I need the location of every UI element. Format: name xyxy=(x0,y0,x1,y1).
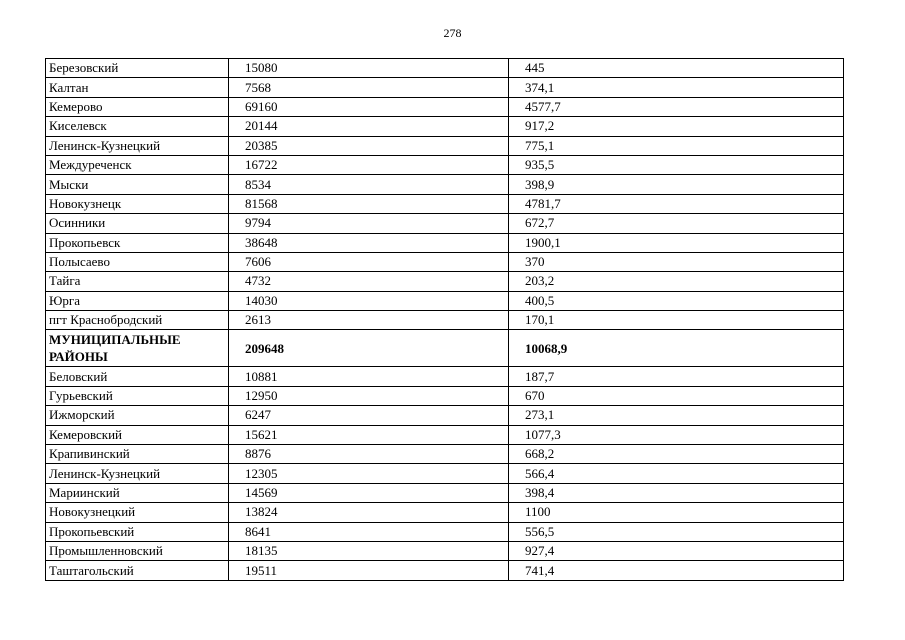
cell-value-1: 15080 xyxy=(229,59,509,78)
cell-value-2: 203,2 xyxy=(509,272,844,291)
cell-value-1: 8876 xyxy=(229,445,509,464)
cell-value-2: 4577,7 xyxy=(509,97,844,116)
cell-name: Осинники xyxy=(46,214,229,233)
cell-value-2: 187,7 xyxy=(509,367,844,386)
cell-value-2: 935,5 xyxy=(509,155,844,174)
cell-value-2: 775,1 xyxy=(509,136,844,155)
table-row xyxy=(46,445,844,464)
table-row xyxy=(46,311,844,330)
cell-value-1: 14569 xyxy=(229,483,509,502)
table-row xyxy=(46,214,844,233)
table-row xyxy=(46,541,844,560)
table-row xyxy=(46,272,844,291)
cell-name: Кемеровский xyxy=(46,425,229,444)
table-row xyxy=(46,136,844,155)
cell-name: Мариинский xyxy=(46,483,229,502)
cell-value-1: 209648 xyxy=(229,330,509,367)
cell-value-2: 917,2 xyxy=(509,117,844,136)
cell-name: Промышленновский xyxy=(46,541,229,560)
cell-value-1: 7606 xyxy=(229,252,509,271)
cell-value-2: 374,1 xyxy=(509,78,844,97)
cell-value-2: 670 xyxy=(509,386,844,405)
cell-value-1: 13824 xyxy=(229,503,509,522)
table-row xyxy=(46,291,844,310)
cell-value-1: 10881 xyxy=(229,367,509,386)
table-row xyxy=(46,483,844,502)
cell-name: Юрга xyxy=(46,291,229,310)
cell-value-2: 398,4 xyxy=(509,483,844,502)
cell-name: Гурьевский xyxy=(46,386,229,405)
cell-value-2: 1900,1 xyxy=(509,233,844,252)
cell-name: Новокузнецк xyxy=(46,194,229,213)
table-row xyxy=(46,97,844,116)
table-body xyxy=(46,59,844,581)
table-row xyxy=(46,522,844,541)
cell-name: Крапивинский xyxy=(46,445,229,464)
cell-name: Калтан xyxy=(46,78,229,97)
cell-value-1: 19511 xyxy=(229,561,509,580)
cell-value-1: 12950 xyxy=(229,386,509,405)
cell-value-1: 38648 xyxy=(229,233,509,252)
table-row xyxy=(46,78,844,97)
cell-value-2: 741,4 xyxy=(509,561,844,580)
table-row xyxy=(46,175,844,194)
table-row xyxy=(46,155,844,174)
cell-value-1: 18135 xyxy=(229,541,509,560)
cell-value-1: 14030 xyxy=(229,291,509,310)
cell-name: Тайга xyxy=(46,272,229,291)
cell-value-2: 556,5 xyxy=(509,522,844,541)
cell-value-2: 445 xyxy=(509,59,844,78)
cell-value-2: 566,4 xyxy=(509,464,844,483)
cell-name: Прокопьевский xyxy=(46,522,229,541)
cell-value-2: 4781,7 xyxy=(509,194,844,213)
cell-value-1: 81568 xyxy=(229,194,509,213)
table-row xyxy=(46,503,844,522)
cell-value-2: 1100 xyxy=(509,503,844,522)
cell-value-2: 398,9 xyxy=(509,175,844,194)
cell-value-1: 15621 xyxy=(229,425,509,444)
page-number: 278 xyxy=(443,26,462,40)
cell-value-1: 9794 xyxy=(229,214,509,233)
table-row xyxy=(46,194,844,213)
cell-value-1: 2613 xyxy=(229,311,509,330)
data-table xyxy=(45,58,844,581)
cell-value-1: 20144 xyxy=(229,117,509,136)
cell-name: Кемерово xyxy=(46,97,229,116)
cell-value-2: 400,5 xyxy=(509,291,844,310)
cell-value-1: 7568 xyxy=(229,78,509,97)
cell-name: Мыски xyxy=(46,175,229,194)
cell-name: МУНИЦИПАЛЬНЫЕ РАЙОНЫ xyxy=(46,330,229,367)
cell-value-1: 12305 xyxy=(229,464,509,483)
cell-name: Полысаево xyxy=(46,252,229,271)
cell-name: пгт Краснобродский xyxy=(46,311,229,330)
cell-value-2: 927,4 xyxy=(509,541,844,560)
cell-name: Киселевск xyxy=(46,117,229,136)
cell-value-1: 20385 xyxy=(229,136,509,155)
cell-name: Междуреченск xyxy=(46,155,229,174)
table-row xyxy=(46,464,844,483)
cell-value-1: 16722 xyxy=(229,155,509,174)
cell-value-2: 668,2 xyxy=(509,445,844,464)
cell-value-1: 69160 xyxy=(229,97,509,116)
cell-name: Ленинск-Кузнецкий xyxy=(46,464,229,483)
cell-name: Ижморский xyxy=(46,406,229,425)
cell-name: Таштагольский xyxy=(46,561,229,580)
cell-value-1: 6247 xyxy=(229,406,509,425)
table-row xyxy=(46,561,844,580)
table-row-section-header xyxy=(46,330,844,367)
table-row xyxy=(46,406,844,425)
cell-value-1: 8641 xyxy=(229,522,509,541)
table-row xyxy=(46,117,844,136)
table-row xyxy=(46,367,844,386)
cell-value-2: 672,7 xyxy=(509,214,844,233)
cell-name: Прокопьевск xyxy=(46,233,229,252)
cell-name: Беловский xyxy=(46,367,229,386)
cell-value-1: 4732 xyxy=(229,272,509,291)
cell-value-2: 273,1 xyxy=(509,406,844,425)
cell-value-2: 10068,9 xyxy=(509,330,844,367)
cell-name: Ленинск-Кузнецкий xyxy=(46,136,229,155)
table-row xyxy=(46,425,844,444)
table-row xyxy=(46,59,844,78)
cell-name: Березовский xyxy=(46,59,229,78)
cell-value-1: 8534 xyxy=(229,175,509,194)
cell-value-2: 170,1 xyxy=(509,311,844,330)
table-row xyxy=(46,386,844,405)
cell-value-2: 370 xyxy=(509,252,844,271)
table-row xyxy=(46,252,844,271)
cell-name: Новокузнецкий xyxy=(46,503,229,522)
table-row xyxy=(46,233,844,252)
cell-value-2: 1077,3 xyxy=(509,425,844,444)
